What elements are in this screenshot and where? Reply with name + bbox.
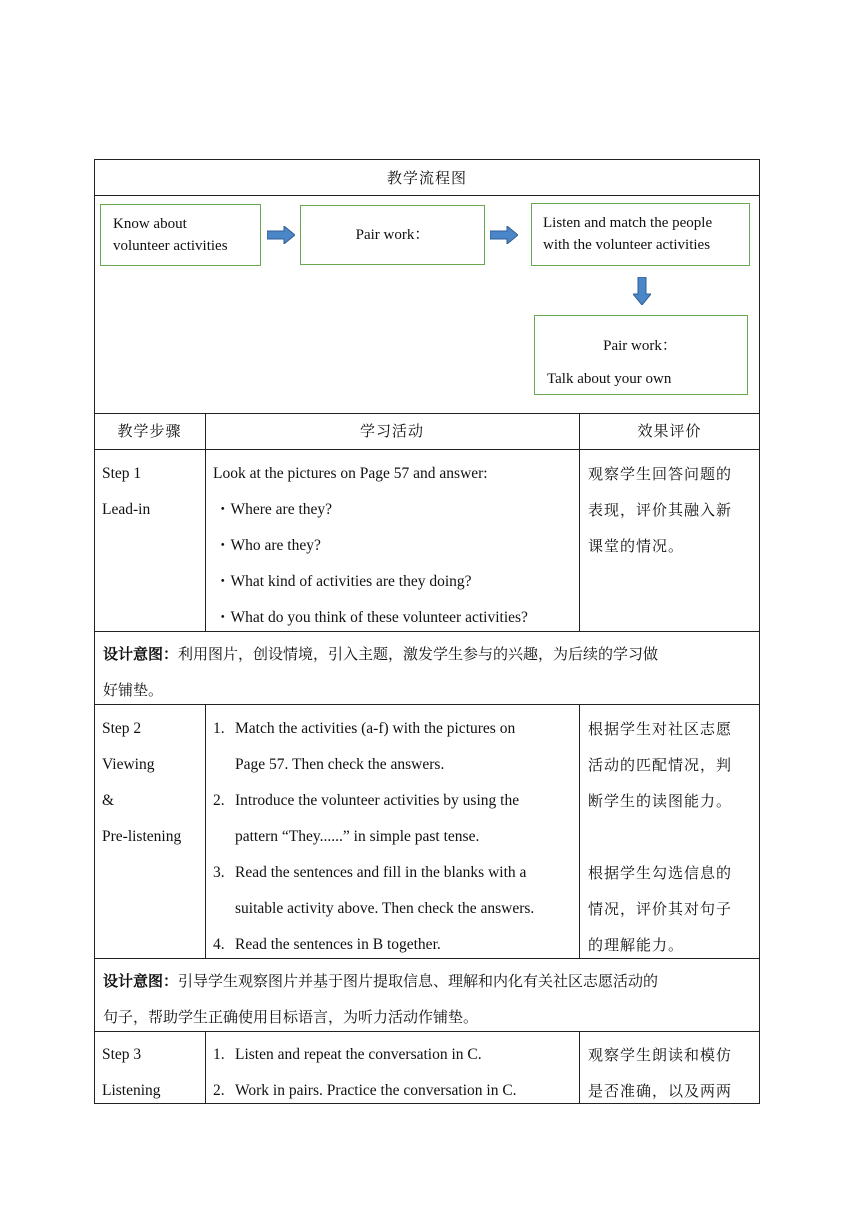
list-item: [213, 927, 579, 963]
evaluation-line: 情况，评价其对句子: [588, 900, 733, 918]
list-text: pattern “They......” in simple past tense.: [235, 828, 480, 845]
evaluation-line: 观察学生朗读和模仿: [588, 1046, 733, 1064]
evaluation-line: 课堂的情况。: [588, 537, 685, 555]
intent-text: 好铺垫。: [103, 681, 164, 699]
header-activities: 学习活动: [359, 422, 424, 440]
column-rule: [205, 1031, 206, 1103]
step2-design-intent: [103, 963, 755, 1035]
list-text: Page 57. Then check the answers.: [235, 756, 445, 773]
flow-box-line: Talk about your own: [547, 371, 672, 387]
column-rule: [579, 1031, 580, 1103]
step-label: Viewing: [102, 756, 155, 773]
question-item: ・Where are they?: [215, 501, 333, 518]
step-label: Listening: [102, 1082, 161, 1099]
lesson-plan-table: [94, 159, 760, 1104]
step-label: Step 1: [102, 465, 142, 482]
list-item: [213, 1037, 579, 1073]
evaluation-line: 观察学生回答问题的: [588, 465, 733, 483]
flowchart-title: 教学流程图: [386, 169, 467, 187]
step-label: &: [102, 792, 115, 809]
table-border-right: [759, 159, 760, 1104]
step1-activities: [213, 456, 579, 636]
step-label: Lead-in: [102, 501, 151, 518]
list-text: Work in pairs. Practice the conversation in C.: [235, 1082, 517, 1099]
step2-evaluation-b: [588, 855, 758, 963]
list-item: [213, 855, 579, 927]
list-item: [213, 711, 579, 783]
flow-box-know-about: [100, 204, 261, 266]
list-number: 2.: [213, 1082, 225, 1099]
list-text: Read the sentences and fill in the blanks with a: [235, 864, 527, 881]
evaluation-line: 表现，评价其融入新: [588, 501, 733, 519]
arrow-right-icon: [490, 226, 518, 244]
list-text: Listen and repeat the conversation in C.: [235, 1046, 482, 1063]
intent-label: 设计意图：: [103, 972, 179, 990]
arrow-right-icon: [267, 226, 295, 244]
step1-design-intent: [103, 636, 755, 708]
list-text: Read the sentences in B together.: [235, 936, 441, 953]
list-number: 1.: [213, 1046, 225, 1063]
evaluation-line: 根据学生勾选信息的: [588, 864, 733, 882]
step1-name: [102, 456, 202, 528]
question-item: ・What kind of activities are they doing?: [215, 573, 472, 590]
table-border-top: [94, 159, 760, 160]
flow-box-line: volunteer activities: [113, 238, 228, 254]
header-evaluation: 效果评价: [637, 422, 702, 440]
step3-name: [102, 1037, 202, 1109]
list-number: 2.: [213, 792, 225, 809]
list-item: [213, 1073, 579, 1109]
step2-activities: [213, 711, 579, 963]
intent-label: 设计意图：: [103, 645, 179, 663]
arrow-down-icon: [633, 277, 651, 305]
flow-box-line: with the volunteer activities: [543, 237, 711, 253]
list-number: 3.: [213, 864, 225, 881]
step1-intro: Look at the pictures on Page 57 and answer:: [213, 465, 488, 482]
intent-text: 句子，帮助学生正确使用目标语言，为听力活动作铺垫。: [103, 1008, 479, 1026]
question-item: ・What do you think of these volunteer activities?: [215, 609, 528, 626]
flow-box-title: Pair work：: [603, 338, 677, 354]
column-rule: [579, 704, 580, 958]
flow-box-talk-own: [534, 315, 748, 395]
evaluation-line: 是否准确，以及两两: [588, 1082, 733, 1100]
list-text: Match the activities (a-f) with the pictures on: [235, 720, 516, 737]
step-label: Pre-listening: [102, 828, 182, 845]
step3-evaluation: [588, 1037, 758, 1109]
step3-activities: [213, 1037, 579, 1109]
list-text: Introduce the volunteer activities by using the: [235, 792, 520, 809]
table-rule: [94, 195, 760, 196]
question-item: ・Who are they?: [215, 537, 321, 554]
evaluation-line: 活动的匹配情况，判: [588, 756, 733, 774]
flow-box-listen-match: [531, 203, 750, 266]
step1-evaluation: [588, 456, 758, 564]
step2-name: [102, 711, 202, 855]
intent-text: 引导学生观察图片并基于图片提取信息、理解和内化有关社区志愿活动的: [178, 972, 659, 990]
column-rule: [205, 704, 206, 958]
list-text: suitable activity above. Then check the answers.: [235, 900, 535, 917]
evaluation-line: 的理解能力。: [588, 936, 685, 954]
step2-evaluation-a: [588, 711, 758, 819]
evaluation-line: 断学生的读图能力。: [588, 792, 733, 810]
step-label: Step 2: [102, 720, 142, 737]
evaluation-line: 根据学生对社区志愿: [588, 720, 733, 738]
step-label: Step 3: [102, 1046, 142, 1063]
table-border-left: [94, 159, 95, 1104]
flow-box-line: Know about: [113, 216, 187, 232]
flow-box-line: Listen and match the people: [543, 215, 713, 231]
intent-text: 利用图片，创设情境，引入主题，激发学生参与的兴趣，为后续的学习做: [178, 645, 659, 663]
list-number: 1.: [213, 720, 225, 737]
list-item: [213, 783, 579, 855]
flow-box-pair-work: Pair work：: [300, 205, 485, 265]
header-steps: 教学步骤: [117, 422, 182, 440]
list-number: 4.: [213, 936, 225, 953]
table-rule: [94, 449, 760, 450]
